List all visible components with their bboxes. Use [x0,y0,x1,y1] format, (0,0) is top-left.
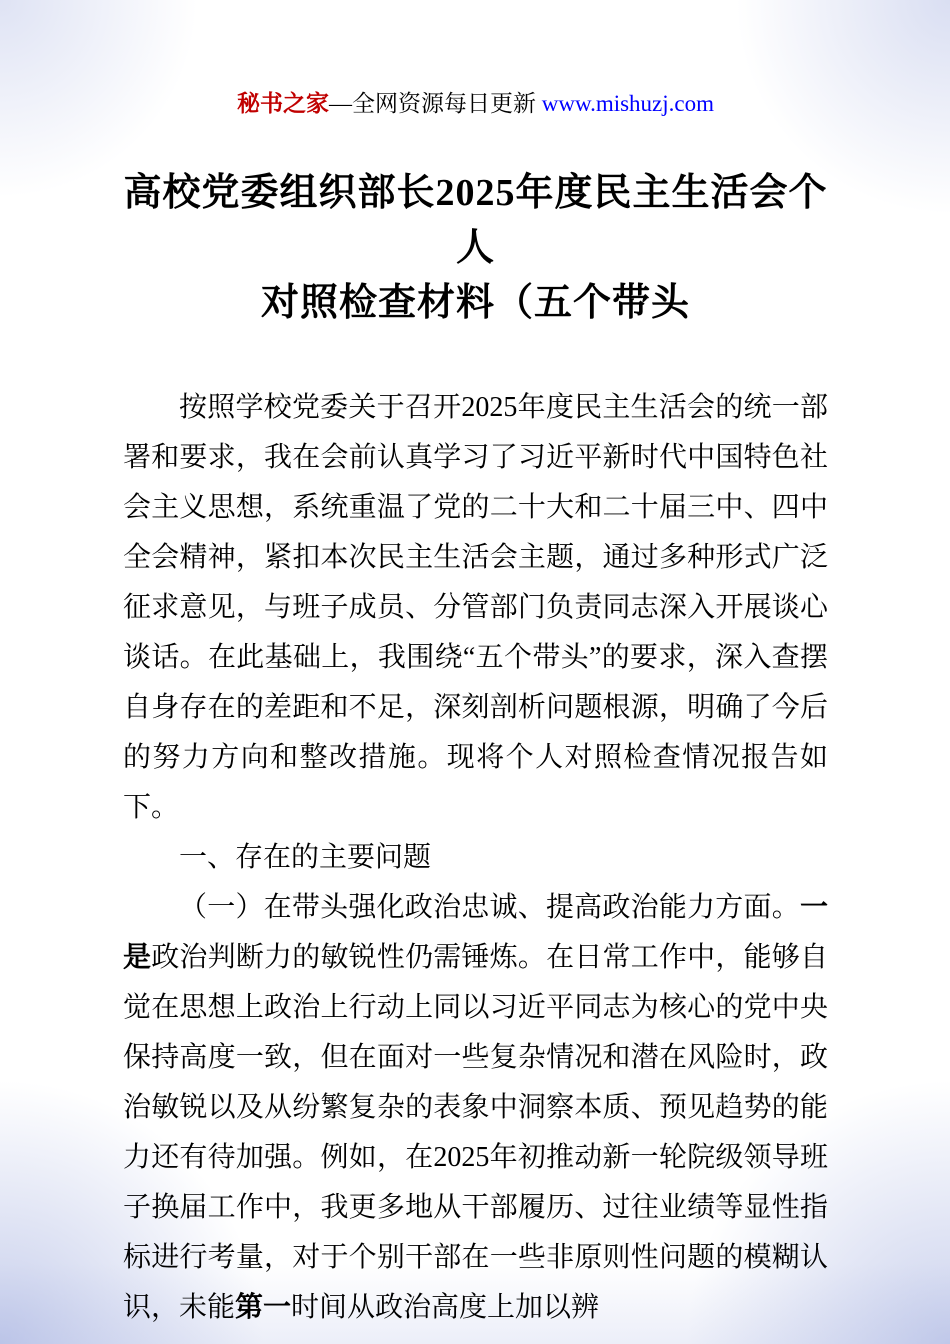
issue-1-tail: 时间从政治高度上加以辨 [291,1292,600,1323]
issue-1-body: 政治判断力的敏锐性仍需锤炼。在日常工作中，能够自觉在思想上政治上行动上同以习近平同志为核心的党中央保持高度一致，但在面对一些复杂情况和潜在风险时，政治敏锐以及从纷繁复杂的表象中洞察本质、预见趋势的能力还有待加强。例如，在2025年初推动新一轮院级领导班子换届工作中，我更多地从干部履历、过往业绩等显性指标进行考量，对于个别干部在一些非原则性问题的模糊认识，未能 [123,942,828,1323]
section-heading-problems [123,833,828,883]
brand-text: 秘书之家 [236,91,329,116]
issue-1-bold-yishi: 一是 [123,892,828,973]
paragraph-issue-1 [123,883,828,1333]
document-title [123,166,828,331]
site-url-link[interactable]: www.mishuzj.com [541,91,714,116]
paragraph-intro [123,383,828,833]
section-heading-problems-text: 一、存在的主要问题 [179,842,432,873]
site-header [123,88,828,120]
document-body [123,383,828,1333]
title-line-2: 对照检查材料（五个带头 [260,282,690,324]
issue-1-lead: （一）在带头强化政治忠诚、提高政治能力方面。 [179,892,800,923]
issue-1-bold-diyi: 第一 [235,1292,292,1323]
paragraph-intro-text: 按照学校党委关于召开2025年度民主生活会的统一部署和要求，我在会前认真学习了习近平新时代中国特色社会主义思想，系统重温了党的二十大和二十届三中、四中全会精神，紧扣本次民主生活会主题，通过多种形式广泛征求意见，与班子成员、分管部门负责同志深入开展谈心谈话。在此基础上，我围绕“五个带头”的要求，深入查摆自身存在的差距和不足，深刻剖析问题根源，明确了今后的努力方向和整改措施。现将个人对照检查情况报告如下。 [123,392,828,823]
title-line-1: 高校党委组织部长2025年度民主生活会个人 [123,172,828,269]
header-tagline: —全网资源每日更新 [328,91,542,116]
